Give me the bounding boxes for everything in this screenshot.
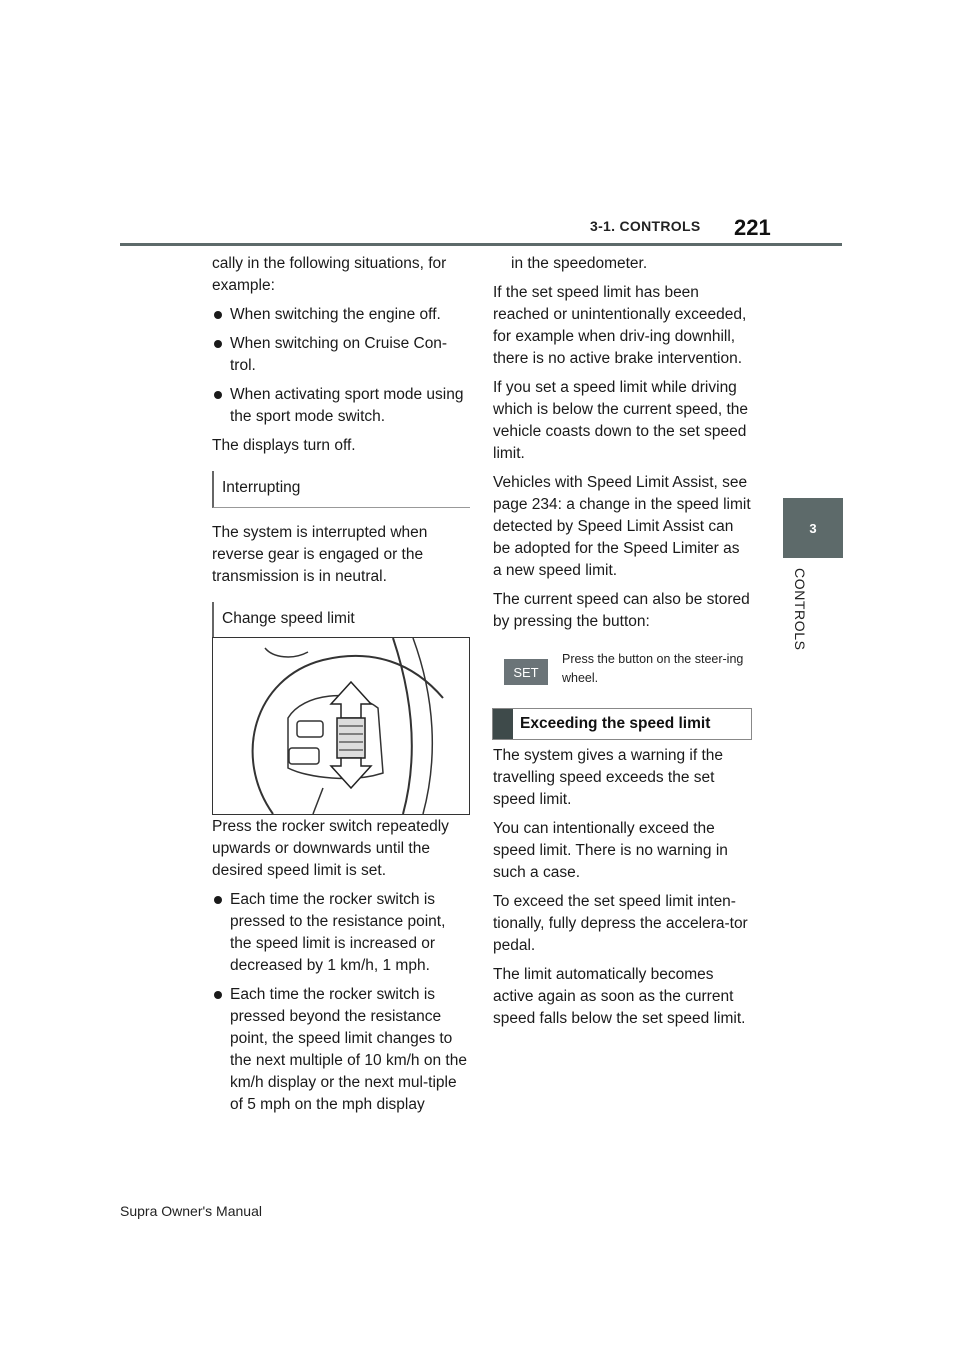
displays-off-text: The displays turn off. [212, 437, 356, 454]
section-title: 3-1. CONTROLS [590, 218, 701, 234]
paragraph-2: If you set a speed limit while driving which is below the current speed, the vehicle coasts down to the set speed limit. [493, 379, 749, 462]
rocker-item: Each time the rocker switch is pressed beyond the resistance point, the speed limit changes to the next multiple of 10 km/h on the km/h display or the next mul-tiple of 5 mph on the mph display [212, 984, 470, 1116]
paragraph-8: The limit automatically becomes active again as soon as the current speed falls below the set speed limit. [493, 966, 746, 1027]
paragraph-1: If the set speed limit has been reached or unintentionally exceeded, for example when driv-ing downhill, there is no active brake intervention. [493, 284, 747, 367]
paragraph-7: To exceed the set speed limit inten-tionally, fully depress the accelera-tor pedal. [493, 893, 748, 954]
chapter-tab [783, 498, 843, 558]
exceeding-heading: Exceeding the speed limit [520, 715, 711, 732]
bullet-icon [214, 991, 222, 999]
left-column-top [212, 253, 470, 653]
paragraph-3: Vehicles with Speed Limit Assist, see page 234: a change in the speed limit detected by Speed Limit Assist can be adopted for the Speed Limiter as a new speed limit. [493, 474, 751, 579]
right-column-top [493, 253, 751, 640]
page-number: 221 [734, 215, 771, 240]
right-column-bottom [493, 745, 751, 1037]
interrupting-text: The system is interrupted when reverse gear is engaged or the transmission is in neutral. [212, 524, 428, 585]
exceeding-heading-box [492, 708, 752, 740]
bullet-icon [214, 311, 222, 319]
situation-item: When switching the engine off. [212, 304, 470, 326]
intro-text: cally in the following situations, for example: [212, 255, 447, 294]
manual-name: Supra Owner's Manual [120, 1203, 262, 1219]
left-column-bottom [212, 816, 470, 1123]
paragraph-4: The current speed can also be stored by pressing the button: [493, 591, 750, 630]
rocker-switch-drawing [213, 638, 469, 814]
steering-wheel-rocker-illustration [212, 637, 470, 815]
bullet-icon [214, 896, 222, 904]
paragraph-5: The system gives a warning if the travelling speed exceeds the set speed limit. [493, 747, 724, 808]
continuation-text: in the speedometer. [511, 255, 648, 272]
rocker-item: Each time the rocker switch is pressed to the resistance point, the speed limit is increased or decreased by 1 km/h, 1 mph. [212, 889, 470, 977]
interrupting-heading: Interrupting [212, 471, 470, 508]
header-rule [120, 243, 842, 246]
chapter-label: CONTROLS [792, 568, 808, 651]
situation-item: When activating sport mode using the sport mode switch. [212, 384, 470, 428]
set-button-note: Press the button on the steer-ing wheel. [562, 652, 744, 685]
bullet-icon [214, 340, 222, 348]
bullet-icon [214, 391, 222, 399]
set-button-icon: SET [504, 659, 548, 685]
situation-item: When switching on Cruise Con-trol. [212, 333, 470, 377]
change-speed-heading: Change speed limit [212, 602, 470, 639]
chapter-number: 3 [809, 520, 817, 536]
paragraph-6: You can intentionally exceed the speed limit. There is no warning in such a case. [493, 820, 728, 881]
press-rocker-text: Press the rocker switch repeatedly upwards or downwards until the desired speed limit is set. [212, 818, 449, 879]
heading-bar [493, 709, 513, 739]
chapter-label-container [790, 568, 810, 658]
